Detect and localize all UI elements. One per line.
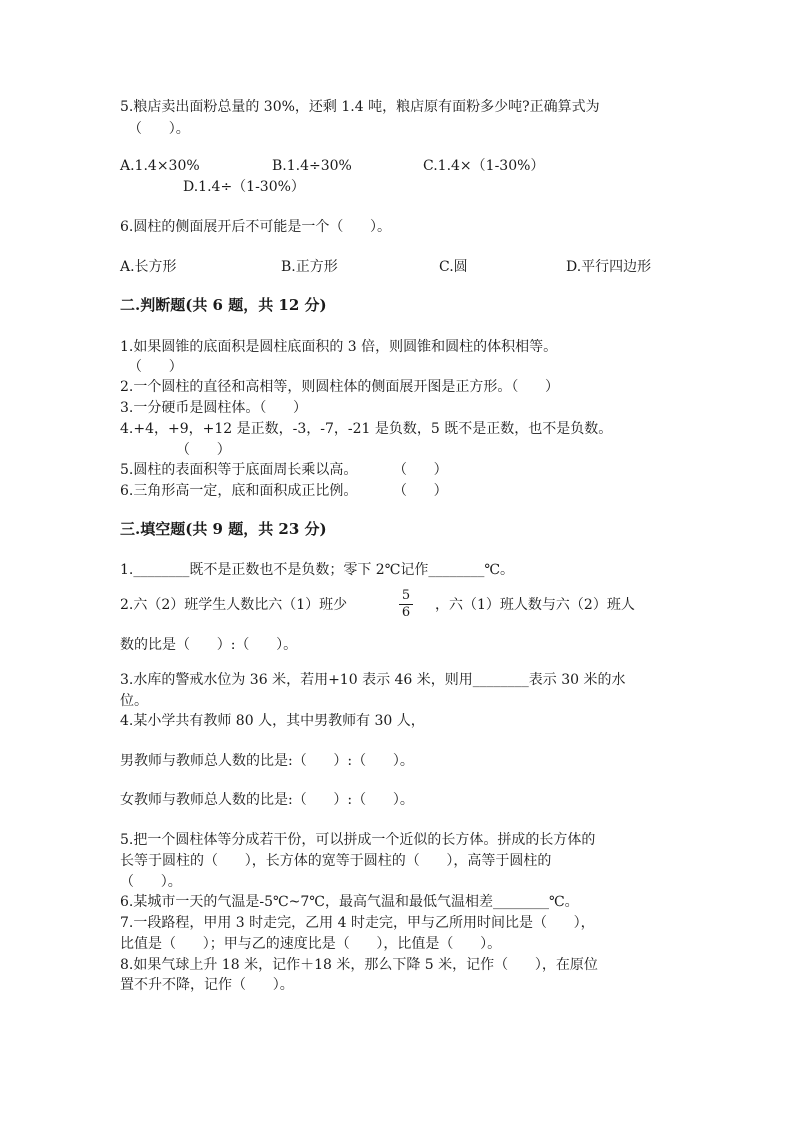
- section3-q6: 6.某城市一天的气温是-5℃~7℃，最高气温和最低气温相差________℃。: [120, 894, 579, 910]
- section2-item-4-blank: （ ）: [176, 442, 231, 458]
- fraction-numerator: 5: [399, 589, 413, 605]
- section3-q8-line2: 置不升不降，记作（ ）。: [120, 977, 294, 993]
- section3-q2-part1: 2.六（2）班学生人数比六（1）班少: [120, 597, 348, 613]
- section3-q4-line1: 4.某小学共有教师 80 人，其中男教师有 30 人，: [120, 713, 425, 729]
- q5-answer-blank: （ ）。: [128, 121, 190, 137]
- q5-text-line1: 5.粮店卖出面粉总量的 30%，还剩 1.4 吨，粮店原有面粉多少吨?正确算式为: [120, 99, 600, 115]
- section3-title: 三.填空题(共 9 题，共 23 分): [120, 520, 327, 538]
- section3-q7-line2: 比值是（ ）；甲与乙的速度比是（ ），比值是（ ）。: [120, 936, 502, 952]
- section2-item-1: 1.如果圆锥的底面积是圆柱底面积的 3 倍，则圆锥和圆柱的体积相等。: [120, 339, 558, 355]
- section3-q5-line2: 长等于圆柱的（ ），长方体的宽等于圆柱的（ ），高等于圆柱的: [120, 853, 552, 869]
- section3-q4-line2: 男教师与教师总人数的比是:（ ）:（ ）。: [120, 753, 414, 769]
- q6-option-b: B.正方形: [281, 259, 338, 275]
- section3-q3-line1: 3.水库的警戒水位为 36 米，若用+10 表示 46 米，则用________表示 30 米的水: [120, 672, 626, 688]
- q6-option-a: A.长方形: [120, 259, 177, 275]
- section3-q5-line3: （ ）。: [120, 874, 182, 890]
- section2-item-2: 2.一个圆柱的直径和高相等，则圆柱体的侧面展开图是正方形。（ ）: [120, 379, 560, 395]
- section2-item-6: 6.三角形高一定，底和面积成正比例。 （ ）: [120, 483, 448, 499]
- section2-item-4: 4.+4，+9，+12 是正数，-3，-7，-21 是负数，5 既不是正数，也不是负数。: [120, 421, 613, 437]
- section3-q2-part2: ，六（1）班人数与六（2）班人: [435, 597, 635, 613]
- q6-text: 6.圆柱的侧面展开后不可能是一个（ ）。: [120, 219, 392, 235]
- q5-option-d: D.1.4÷（1-30%）: [183, 179, 305, 195]
- q5-option-c: C.1.4×（1-30%）: [423, 158, 545, 174]
- fraction-denominator: 6: [401, 605, 411, 620]
- q5-option-b: B.1.4÷30%: [272, 158, 352, 174]
- section2-item-1-blank: （ ）: [128, 359, 183, 375]
- section3-q1: 1.________既不是正数也不是负数；零下 2℃记作________℃。: [120, 562, 515, 578]
- section2-title: 二.判断题(共 6 题，共 12 分): [120, 296, 327, 314]
- section2-item-3: 3.一分硬币是圆柱体。（ ）: [120, 400, 308, 416]
- section3-q5-line1: 5.把一个圆柱体等分成若干份，可以拼成一个近似的长方体。拼成的长方体的: [120, 832, 596, 848]
- section3-q3-line2: 位。: [120, 693, 148, 709]
- section2-item-5: 5.圆柱的表面积等于底面周长乘以高。 （ ）: [120, 462, 448, 478]
- section3-q8-line1: 8.如果气球上升 18 米，记作＋18 米，那么下降 5 米，记作（ ），在原位: [120, 957, 598, 973]
- section3-q7-line1: 7.一段路程，甲用 3 时走完，乙用 4 时走完，甲与乙所用时间比是（ ），: [120, 915, 595, 931]
- q5-option-a: A.1.4×30%: [120, 158, 200, 174]
- q6-option-d: D.平行四边形: [566, 259, 652, 275]
- fraction-five-sixths: [399, 589, 413, 620]
- q6-option-c: C.圆: [439, 259, 468, 275]
- section3-q4-line3: 女教师与教师总人数的比是:（ ）:（ ）。: [120, 792, 414, 808]
- section3-q2-line2: 数的比是（ ）:（ ）。: [120, 637, 298, 653]
